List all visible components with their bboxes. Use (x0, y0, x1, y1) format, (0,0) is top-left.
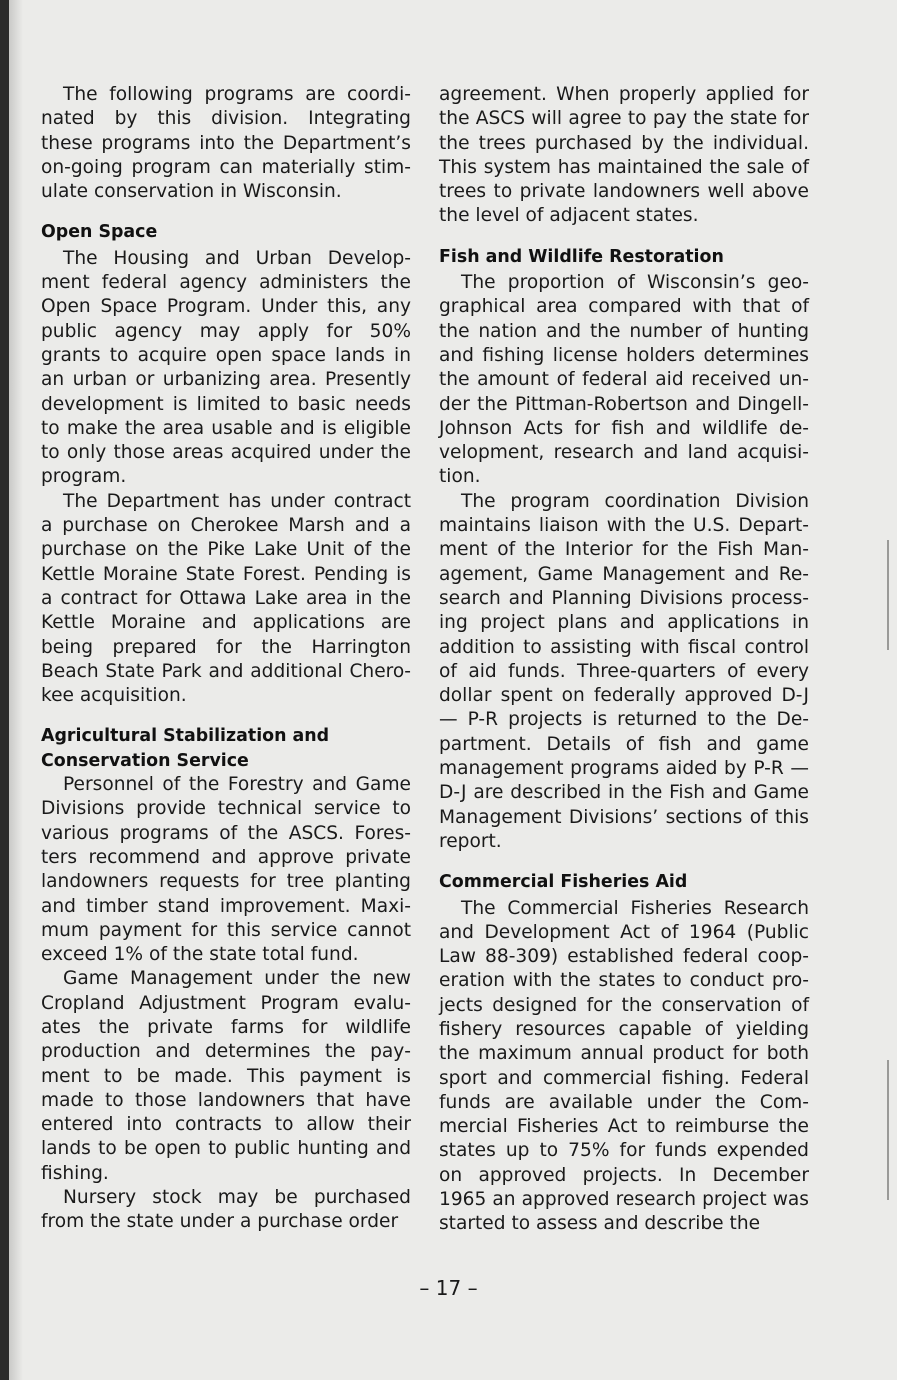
heading-ascs-line-1: Agricultural Stabilization and (41, 726, 330, 747)
fish-wildlife-paragraph-1: The proportion of Wisconsin’s geographical area compared with that of the nation and the number of hunting and fishing license holders determines the amount of federal aid received under the Pittman-Robertson and Dingell-Johnson Acts for fish and wildlife development, research and land acquisition. (439, 272, 809, 488)
heading-open-space: Open Space (41, 222, 158, 243)
commercial-paragraph-1: The Commercial Fisheries Research and Development Act of 1964 (Public Law 88-309) established federal cooperation with the states to conduct projects designed for the conservation of fishery resources capable of yielding the maximum annual product for both sport and commercial fishing. Federal funds are available under the Commercial Fisheries Act to reimburse the states up to 75% for funds expended on approved projects. In December 1965 an approved research project was started to assess and describe the (439, 897, 809, 1235)
ascs-paragraph-2: Game Management under the new Cropland Adjustment Program evaluates the private farms for wildlife production and determines the payment to be made. This payment is made to those landowners that have entered into contracts to allow their lands to be open to public hunting and fishing. (41, 968, 411, 1184)
scan-mark (887, 1060, 889, 1200)
open-space-paragraph-1: The Housing and Urban Development federal agency administers the Open Space Program. Under this, any public agency may apply for 50% grants to acquire open space lands in an urban or urbanizing area. Presently development is limited to basic needs to make the area usable and is eligible to only those areas acquired under the program. (41, 247, 411, 488)
heading-fish-wildlife: Fish and Wildlife Restoration (439, 246, 724, 267)
fish-wildlife-paragraph-2: The program coordination Division maintains liaison with the U.S. Department of the Interior for the Fish Management, Game Management and Research and Planning Divisions processing project plans and applications in addition to assisting with fiscal control of aid funds. Three-quarters of every dollar spent on federally approved D-J — P-R projects is returned to the Department. Details of fish and game management programs aided by P-R — D-J are described in the Fish and Game Management Divisions’ sections of this report. (439, 490, 809, 852)
ascs-paragraph-3: Nursery stock may be purchased from the state under a purchase order (41, 1187, 411, 1233)
ascs-paragraph-1: Personnel of the Forestry and Game Divisions provide technical service to various programs of the ASCS. Foresters recommend and approve private landowners requests for tree planting and timber stand improvement. Maximum payment for this service cannot exceed 1% of the state total fund. (41, 774, 411, 966)
left-column (41, 83, 411, 1235)
scan-mark (887, 540, 889, 650)
heading-commercial-fisheries: Commercial Fisheries Aid (439, 872, 688, 893)
binding-edge (0, 0, 9, 1380)
intro-paragraph: The following programs are coordinated by this division. Integrating these programs into the Department’s on-going program can materially stimulate conservation in Wisconsin. (41, 84, 411, 203)
binding-shadow (9, 0, 23, 1380)
right-column (439, 83, 809, 1237)
continued-paragraph: agreement. When properly applied for the ASCS will agree to pay the state for the trees purchased by the individual. This system has maintained the sale of trees to private landowners well above the level of adjacent states. (439, 84, 809, 227)
heading-ascs-line-2: Conservation Service (41, 750, 249, 771)
page-number: – 17 – (419, 1276, 478, 1300)
heading-ascs (41, 724, 411, 773)
open-space-paragraph-2: The Department has under contract a purchase on Cherokee Marsh and a purchase on the Pike Lake Unit of the Kettle Moraine State Forest. Pending is a contract for Ottawa Lake area in the Kettle Moraine and applications are being prepared for the Harrington Beach State Park and additional Cherokee acquisition. (41, 490, 411, 707)
